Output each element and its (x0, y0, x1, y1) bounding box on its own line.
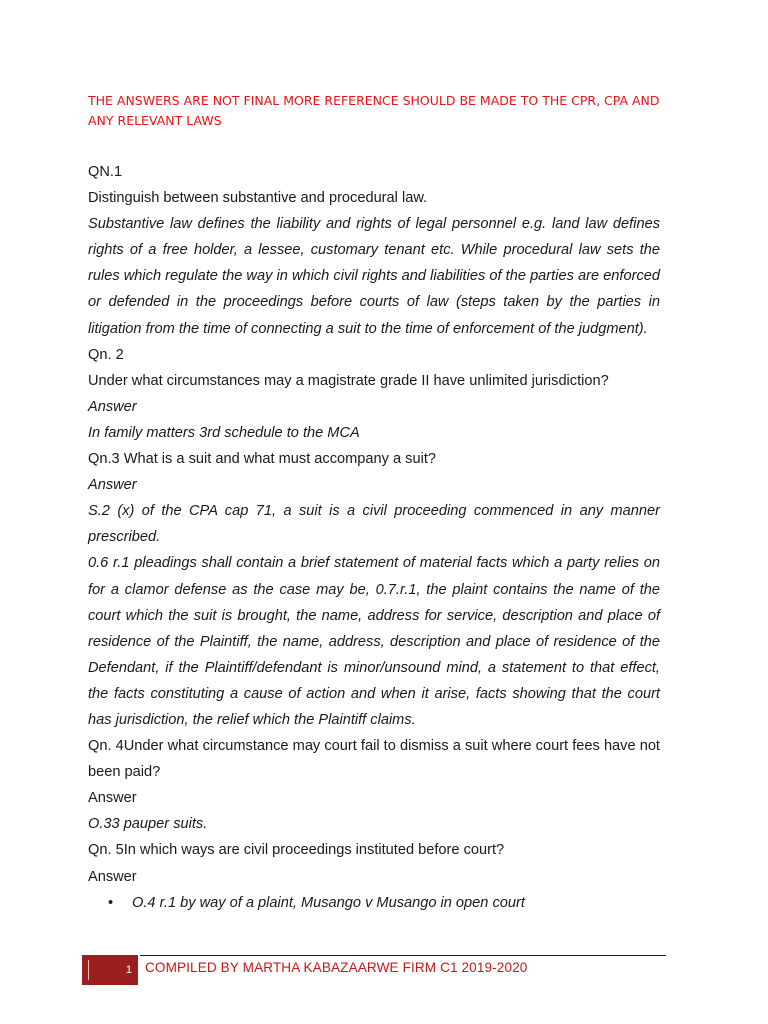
question-5-answer-list (88, 890, 660, 916)
question-3-text: Qn.3 What is a suit and what must accompany a suit? (88, 451, 436, 468)
question-1-heading: QN.1 (88, 164, 123, 180)
question-2-answer-label: Answer (88, 398, 137, 415)
document-body (88, 159, 660, 916)
page-number: 1 (125, 964, 132, 976)
footer-credit: COMPILED BY MARTHA KABAZAARWE FIRM C1 2019-2020 (145, 960, 528, 975)
bullet-icon: • (108, 894, 114, 911)
question-5-text: Qn. 5In which ways are civil proceedings instituted before court? (88, 842, 505, 859)
question-2-answer: In family matters 3rd schedule to the MCA (88, 424, 360, 441)
question-4-answer: O.33 pauper suits. (88, 816, 208, 833)
question-3-answer-definition: S.2 (x) of the CPA cap 71, a suit is a civil proceeding commenced in any manner prescribed. (88, 503, 660, 546)
list-item-text: O.4 r.1 by way of a plaint, Musango v Musango in open court (132, 894, 525, 911)
question-4-answer-label: Answer (88, 790, 137, 807)
question-5-answer-label: Answer (88, 868, 137, 885)
footer-divider (140, 955, 666, 956)
question-3-answer-label: Answer (88, 477, 137, 494)
disclaimer-note: THE ANSWERS ARE NOT FINAL MORE REFERENCE SHOULD BE MADE TO THE CPR, CPA AND ANY RELEVANT LAWS (88, 93, 660, 128)
question-2-heading: Qn. 2 (88, 346, 124, 363)
question-1-text: Distinguish between substantive and procedural law. (88, 190, 428, 207)
question-1-answer: Substantive law defines the liability and rights of legal personnel e.g. land law defines rights of a free holder, a lessee, customary tenant etc. While procedural law sets the rules which regulate the way in which civil rights and liabilities of the parties are enforced or defended in the proceedings before courts of law (steps taken by the parties in litigation from the time of connecting a suit to the time of enforcement of the judgment). (88, 216, 660, 337)
question-2-text: Under what circumstances may a magistrate grade II have unlimited jurisdiction? (88, 372, 609, 389)
list-item (88, 890, 660, 916)
question-4-text: Qn. 4Under what circumstance may court fail to dismiss a suit where court fees have not been paid? (88, 738, 660, 781)
question-3-answer-pleadings: 0.6 r.1 pleadings shall contain a brief statement of material facts which a party relies on for a clamor defense as the case may be, 0.7.r.1, the plaint contains the name of the court which the suit is brought, the name, address for service, description and place of residence of the Plaintiff, the name, address, description and place of residence of the Defendant, if the Plaintiff/defendant is minor/unsound mind, a statement to that effect, the facts constituting a cause of action and when it arise, facts showing that the court has jurisdiction, the relief which the Plaintiff claims. (88, 555, 660, 728)
